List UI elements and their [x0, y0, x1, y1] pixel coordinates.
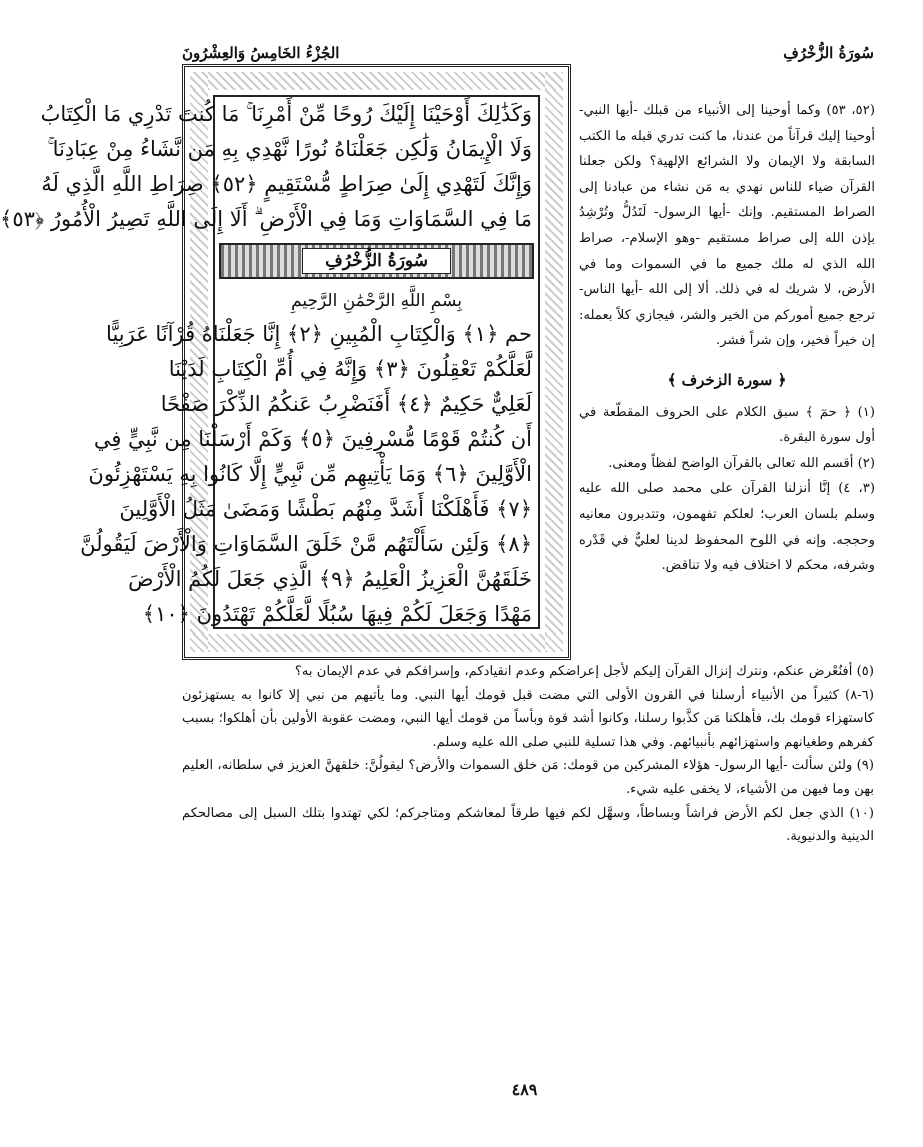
commentary-side-column — [579, 98, 875, 579]
commentary-full-width — [182, 660, 874, 849]
quran-text-frame — [0, 64, 571, 660]
commentary-paragraph: (٥٢، ٥٣) وكما أوحينا إلى الأنبياء من قبلك -أيها النبي- أوحينا إليك قرآناً من عندنا، ما كنت تدري قبله ما الكتب السابقة ولا الإيمان ولا الشرائع الإلهية؟ ولكن جعلنا القرآن ضياء للناس نهدي به مَن نشاء من عبادنا إلى الصراط المستقيم. وإنك -أيها الرسول- لَتَدُلُّ وتُرْشِدُ بإذن الله إلى صراط مستقيم -وهو الإسلام-، صراط الله الذي له ملك جميع ما في السموات وما في الأرض، لا شريك له في ذلك. ألا إلى الله -أيها الناس- ترجع جميع أموركم من الخير والشر، فيجازي كلاً بعمله: إن خيراً فخير، وإن شراً فشر. — [579, 103, 875, 349]
verse-line: أَن كُنتُمْ قَوْمًا مُّسْرِفِينَ ﴿٥﴾ وَكَمْ أَرْسَلْنَا مِن نَّبِيٍّ فِي — [93, 427, 532, 451]
commentary-paragraph: (٩) ولئن سألت -أيها الرسول- هؤلاء المشركين من قومك: مَن خلق السموات والأرض؟ ليقولُنَّ: خلقهنَّ العزيز في سلطانه، العليم بهن وما فيهن من الأشياء، لا يخفى عليه شيء. — [182, 758, 874, 797]
header-juz-name: الجُزْءُ الخَامِسُ وَالعِشْرُونَ — [182, 44, 340, 62]
section-title: ﴿ سورة الزخرف ﴾ — [667, 370, 787, 389]
verse-line: ﴿٧﴾ فَأَهْلَكْنَا أَشَدَّ مِنْهُم بَطْشًا وَمَضَىٰ مَثَلُ الْأَوَّلِينَ — [119, 497, 532, 521]
verse-line: ﴿٨﴾ وَلَئِن سَأَلْتَهُم مَّنْ خَلَقَ السَّمَاوَاتِ وَالْأَرْضَ لَيَقُولُنَّ — [80, 532, 532, 556]
verse-line: لَّعَلَّكُمْ تَعْقِلُونَ ﴿٣﴾ وَإِنَّهُ فِي أُمِّ الْكِتَابِ لَدَيْنَا — [168, 357, 532, 381]
verse-line: مَهْدًا وَجَعَلَ لَكُمْ فِيهَا سُبُلًا لَّعَلَّكُمْ تَهْتَدُونَ ﴿١٠﴾ — [142, 602, 532, 626]
commentary-paragraph: (٣، ٤) إنَّا أنزلنا القرآن على محمد صلى الله عليه وسلم بلسان العرب؛ لعلكم تفهمون، وتتدبرون معانيه وحججه. وإنه في اللوح المحفوظ لدينا لعليٌّ في قَدْره وشرفه، محكم لا اختلاف فيه ولا تناقض. — [579, 481, 875, 574]
commentary-paragraph: (٦-٨) كثيراً من الأنبياء أرسلنا في القرون الأولى التي مضت قبل قومك أيها النبي. وما يأتيهم من نبي إلا كانوا به يستهزئون كاستهزاء قومك بك، فأهلكنا مَن كذَّبوا رسلنا، وكانوا أشد قوة وبأساً من قومك أيها النبي، ومضت عقوبة الأولين بأن أهلكوا؛ بسبب كفرهم وطغيانهم واستهزائهم بأنبيائهم. وفي هذا تسلية للنبي صلى الله عليه وسلم. — [182, 687, 874, 750]
surah-title: سُورَةُ الزُّخْرُفِ — [302, 248, 451, 274]
verse-line: خَلَقَهُنَّ الْعَزِيزُ الْعَلِيمُ ﴿٩﴾ الَّذِي جَعَلَ لَكُمُ الْأَرْضَ — [128, 567, 532, 591]
surah-title-banner — [219, 243, 534, 279]
page-number: ٤٨٩ — [511, 1080, 538, 1099]
header-surah-name: سُورَةُ الزُّخْرُفِ — [783, 44, 874, 62]
verse-line: مَا فِي السَّمَاوَاتِ وَمَا فِي الْأَرْضِ ۗ أَلَا إِلَى اللَّهِ تَصِيرُ الْأُمُورُ ﴿٥٣﴾ — [0, 207, 532, 231]
basmala: بِسْمِ اللَّهِ الرَّحْمَٰنِ الرَّحِيمِ — [291, 291, 462, 311]
verse-line: حم ﴿١﴾ وَالْكِتَابِ الْمُبِينِ ﴿٢﴾ إِنَّا جَعَلْنَاهُ قُرْآنًا عَرَبِيًّا — [106, 322, 532, 346]
verse-line: وَلَا الْإِيمَانُ وَلَٰكِن جَعَلْنَاهُ نُورًا نَّهْدِي بِهِ مَن نَّشَاءُ مِنْ عِبَادِنَا ۚ — [47, 137, 532, 161]
commentary-paragraph: (١٠) الذي جعل لكم الأرض فراشاً وبساطاً، وسهَّل لكم فيها طرقاً لمعاشكم ومتاجركم؛ لكي تهتدوا بتلك السبل إلى مصالحكم الدينية والدنيوية. — [182, 805, 874, 845]
commentary-paragraph: (٥) أفنُعْرض عنكم، ونترك إنزال القرآن إليكم لأجل إعراضكم وعدم انقيادكم، وإسرافكم في عدم الإيمان به؟ — [294, 664, 874, 679]
commentary-paragraph: (١) ﴿ حمٓ ﴾ سبق الكلام على الحروف المقطّعة في أول سورة البقرة. — [579, 404, 875, 446]
commentary-paragraph: (٢) أقسم الله تعالى بالقرآن الواضح لفظاً ومعنى. — [608, 455, 875, 471]
verse-line: الْأَوَّلِينَ ﴿٦﴾ وَمَا يَأْتِيهِم مِّن نَّبِيٍّ إِلَّا كَانُوا بِهِ يَسْتَهْزِئُونَ — [88, 462, 532, 486]
verse-line: وَإِنَّكَ لَتَهْدِي إِلَىٰ صِرَاطٍ مُّسْتَقِيمٍ ﴿٥٢﴾ صِرَاطِ اللَّهِ الَّذِي لَهُ — [41, 172, 532, 196]
verse-line: وَكَذَٰلِكَ أَوْحَيْنَا إِلَيْكَ رُوحًا مِّنْ أَمْرِنَا ۚ مَا كُنتَ تَدْرِي مَا الْكِتَابُ — [40, 102, 532, 126]
verse-area — [0, 97, 538, 627]
verse-line: لَعَلِيٌّ حَكِيمٌ ﴿٤﴾ أَفَنَضْرِبُ عَنكُمُ الذِّكْرَ صَفْحًا — [160, 392, 532, 416]
